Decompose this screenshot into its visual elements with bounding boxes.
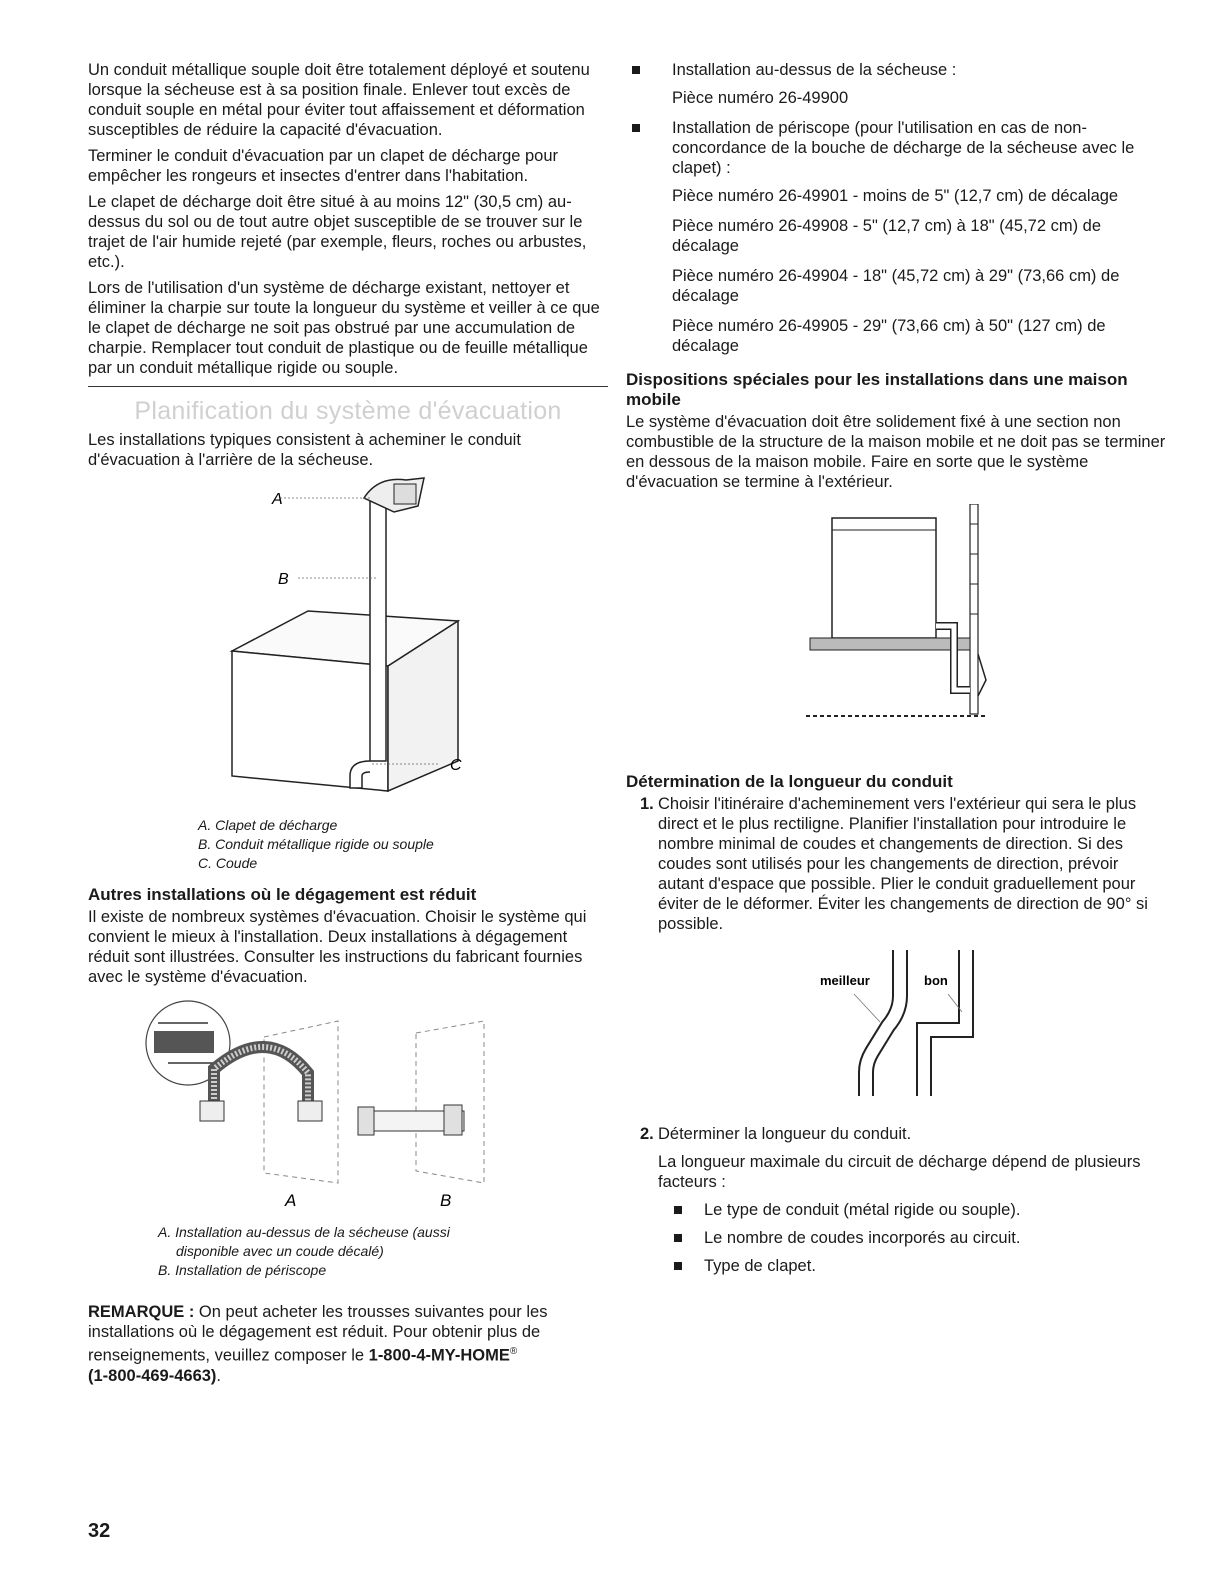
- part-26-49901: Pièce numéro 26-49901 - moins de 5" (12,7 cm) de décalage: [672, 187, 1119, 205]
- mobile-home-illustration: [626, 504, 1166, 754]
- bullet-periscope: Installation de périscope (pour l'utilisation en cas de non-concordance de la bouche de décharge de la sécheuse avec le clapet) :: [626, 118, 1166, 178]
- step-2-detail: La longueur maximale du circuit de décharge dépend de plusieurs facteurs :: [658, 1153, 1141, 1191]
- floor: [810, 638, 970, 650]
- connector-a-right: [298, 1101, 322, 1121]
- vent-flap: [394, 484, 416, 504]
- step-2: [626, 1124, 1166, 1144]
- fig2-label-b: B: [440, 1191, 452, 1210]
- paragraph-flexible-duct: Un conduit métallique souple doit être totalement déployé et soutenu lorsque la sécheuse est à sa position finale. Enlever tout excès de conduit souple en métal pour éviter tout affaissement et déformation susceptibles de réduire la capacité d'évacuation.: [88, 61, 590, 139]
- flex-duct-a-ribs: [214, 1047, 308, 1103]
- heading-duct-length: Détermination de la longueur du conduit: [626, 772, 953, 791]
- step-2-text: Déterminer la longueur du conduit.: [658, 1125, 912, 1143]
- periscope-end-right: [444, 1105, 462, 1135]
- bullet-over-dryer: Installation au-dessus de la sécheuse :: [626, 60, 1166, 80]
- elbow-comparison-illustration: [626, 942, 1166, 1112]
- section-title: Planification du système d'évacuation: [134, 397, 562, 425]
- page-number: 32: [88, 1520, 111, 1542]
- paragraph-hood-height: Le clapet de décharge doit être situé à au moins 12" (30,5 cm) au-dessus du sol ou de tout autre objet susceptible de se trouver sur le trajet de l'air humide rejeté (par exemple, fleurs, roches ou arbustes, etc.).: [88, 193, 587, 271]
- exterior-hood: [978, 654, 986, 696]
- caption-hood: A. Clapet de décharge: [198, 817, 338, 833]
- note-end: .: [216, 1366, 222, 1385]
- factor-hood-type: Type de clapet.: [626, 1256, 1166, 1276]
- caption-periscope: B. Installation de périscope: [158, 1262, 327, 1278]
- part-26-49904: Pièce numéro 26-49904 - 18" (45,72 cm) à 29" (73,66 cm) de décalage: [672, 267, 1120, 305]
- caption-duct: B. Conduit métallique rigide ou souple: [198, 836, 434, 852]
- note-phone-numeric: (1-800-469-4663): [88, 1366, 217, 1385]
- duct-pipe: [370, 496, 386, 761]
- exterior-wall: [970, 504, 978, 714]
- paragraph-typical-install: Les installations typiques consistent à acheminer le conduit d'évacuation à l'arrière de la sécheuse.: [88, 431, 521, 469]
- periscope-end-left: [358, 1107, 374, 1135]
- fig1-label-c: C: [450, 757, 462, 774]
- label-good: bon: [924, 973, 948, 988]
- caption-over-dryer-cont: disponible avec un coude décalé): [176, 1243, 384, 1259]
- dryer-body: [832, 518, 936, 638]
- vent-duct-inner: [936, 626, 970, 690]
- best-duct-inner: [866, 950, 900, 1096]
- dryer-outline-b: [416, 1021, 484, 1183]
- left-column: [88, 60, 608, 1392]
- paragraph-terminate-duct: Terminer le conduit d'évacuation par un clapet de décharge pour empêcher les rongeurs et insectes d'entrer dans l'habitation.: [88, 147, 559, 185]
- heading-mobile-home: Dispositions spéciales pour les installations dans une maison mobile: [626, 370, 1128, 409]
- step-2-number: 2.: [640, 1125, 654, 1143]
- dryer-vent-illustration: [88, 476, 608, 816]
- good-duct: [924, 950, 966, 1096]
- note-label: REMARQUE :: [88, 1303, 195, 1321]
- fig2-legend: [88, 1223, 608, 1280]
- best-leader: [854, 994, 880, 1022]
- reduced-clearance-illustration: [88, 993, 608, 1223]
- caption-elbow: C. Coude: [198, 855, 258, 871]
- heading-reduced-clearance: Autres installations où le dégagement est réduit: [88, 885, 477, 904]
- note-text: On peut acheter les trousses suivantes pour les installations où le dégagement est réduit. Pour obtenir plus de renseignements, veuillez composer le: [88, 1303, 548, 1365]
- caption-over-dryer: A. Installation au-dessus de la sécheuse (aussi: [158, 1224, 450, 1240]
- divider: [88, 386, 608, 387]
- fig1-label-a: A: [272, 491, 283, 508]
- label-best: meilleur: [820, 973, 870, 988]
- part-over-dryer: Pièce numéro 26-49900: [672, 89, 849, 107]
- note-phone: 1-800-4-MY-HOME: [368, 1346, 510, 1365]
- part-26-49908: Pièce numéro 26-49908 - 5" (12,7 cm) à 18" (45,72 cm) de décalage: [672, 217, 1102, 255]
- step-1: [626, 794, 1166, 934]
- part-26-49905: Pièce numéro 26-49905 - 29" (73,66 cm) à 50" (127 cm) de décalage: [672, 317, 1106, 355]
- paragraph-reduced-clearance: Il existe de nombreux systèmes d'évacuation. Choisir le système qui convient le mieux à l'installation. Deux installations à dégagement réduit sont illustrées. Consulter les instructions du fabricant fournies avec le système d'évacuation.: [88, 908, 587, 986]
- factor-elbows: Le nombre de coudes incorporés au circuit.: [626, 1228, 1166, 1248]
- detail-duct: [154, 1031, 214, 1053]
- paragraph-mobile-home: Le système d'évacuation doit être solidement fixé à une section non combustible de la structure de la maison mobile et ne doit pas se terminer en dessous de la maison mobile. Faire en sorte que le système d'évacuation se termine à l'extérieur.: [626, 413, 1166, 491]
- step-1-text: Choisir l'itinéraire d'acheminement vers l'extérieur qui sera le plus direct et le plus rectiligne. Planifier l'installation pour introduire le nombre minimal de coudes et changements de direction. Si des coudes sont utilisés pour les changements de direction, prévoir autant d'espace que possible. Plier le conduit graduellement pour éviter de le déformer. Éviter les changements de direction de 90° si possible.: [658, 795, 1148, 933]
- note-paragraph: [88, 1302, 608, 1386]
- right-column: [626, 60, 1166, 1284]
- fig1-legend: [88, 816, 608, 873]
- fig2-label-a: A: [285, 1191, 297, 1210]
- registered-mark: ®: [509, 1346, 518, 1357]
- paragraph-existing-system: Lors de l'utilisation d'un système de décharge existant, nettoyer et éliminer la charpie sur toute la longueur du système et veiller à ce que le clapet de décharge ne soit pas obstrué par une accumulation de charpie. Remplacer tout conduit de plastique ou de feuille métallique par un conduit métallique rigide ou souple.: [88, 279, 600, 377]
- connector-a-left: [200, 1101, 224, 1121]
- step-1-number: 1.: [640, 795, 654, 813]
- factor-duct-type: Le type de conduit (métal rigide ou souple).: [626, 1200, 1166, 1220]
- fig1-label-b: B: [278, 571, 289, 588]
